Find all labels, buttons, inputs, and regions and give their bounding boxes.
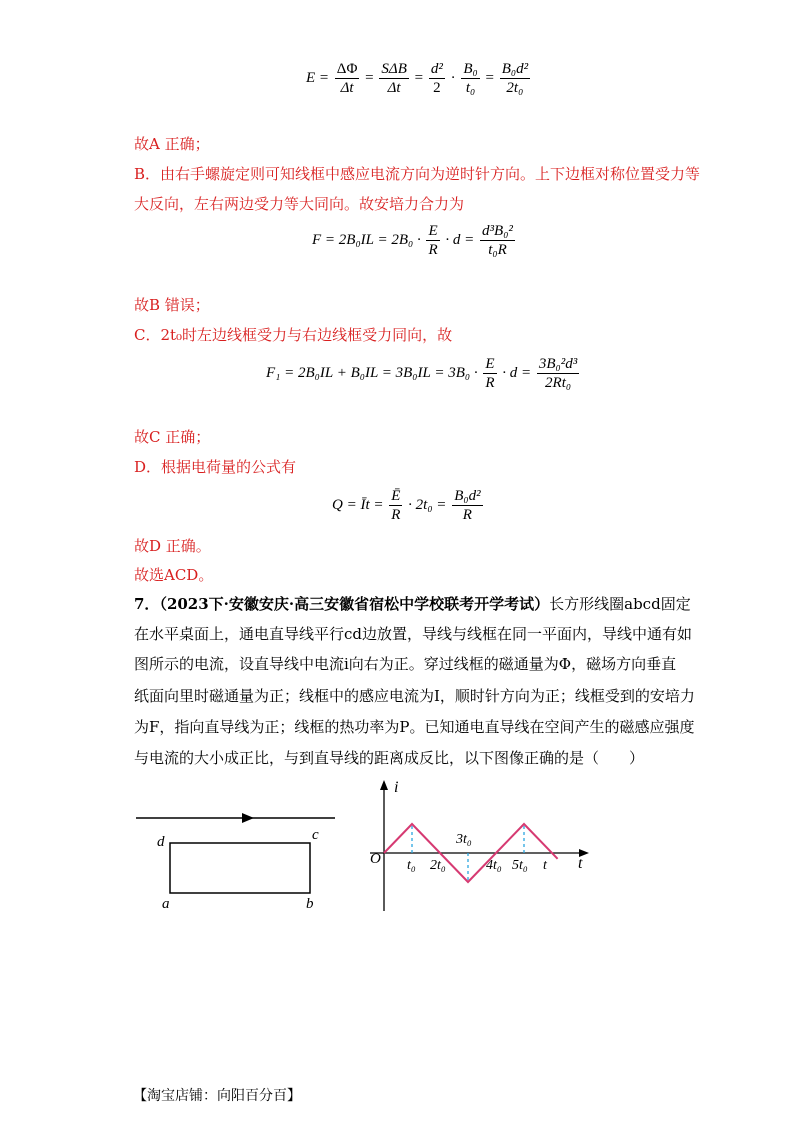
frac-den: t₀ (465, 80, 476, 96)
frac-den: R (391, 507, 401, 523)
origin-label: O (370, 851, 381, 867)
formula-lhs: E = (306, 69, 330, 86)
frac-num: ΔΦ (336, 61, 358, 77)
frac-num: d³B₀² (482, 223, 513, 239)
frac-den: R (462, 507, 472, 523)
label-a: a (162, 896, 170, 912)
text-c-line1: C．2t₀时左边线框受力与右边线框受力同向，故 (134, 326, 453, 344)
frac-num: E (485, 356, 495, 372)
tick-label: 3t₀ (456, 832, 472, 847)
frac-den: 2Rt₀ (545, 375, 572, 391)
text-a-correct: 故A 正确； (134, 135, 210, 153)
label-d: d (157, 834, 165, 850)
label-c: c (312, 827, 319, 843)
text-b-line1: B．由右手螺旋定则可知线框中感应电流方向为逆时针方向。上下边框对称位置受力等 (134, 165, 701, 183)
footer-shop: 【淘宝店铺：向阳百分百】 (133, 1088, 301, 1104)
text-d-line1: D．根据电荷量的公式有 (134, 458, 297, 476)
formula-mid: · d = (445, 231, 475, 248)
question-line1 (134, 594, 691, 614)
frac-num: d² (430, 61, 443, 77)
formula-mid: · d = (502, 364, 532, 381)
axis-x-label: t (578, 855, 583, 872)
loop-rect (170, 843, 310, 893)
tick-label: t (543, 858, 547, 873)
frac-den: 2 (433, 80, 441, 96)
question-line1-rest: 长方形线圈abcd固定 (549, 595, 691, 613)
text-answer: 故选ACD。 (134, 566, 214, 584)
tick-label: 4t₀ (486, 858, 502, 873)
question-line6: 与电流的大小成正比，与到直导线的距离成反比，以下图像正确的是（ ） (134, 749, 645, 767)
label-b: b (306, 896, 314, 912)
frac-den: Δt (340, 80, 354, 96)
y-axis-arrow (380, 780, 388, 790)
question-number: 7． (134, 595, 160, 613)
formula-lhs: Q = Īt = (332, 496, 384, 513)
formula-emf: E = $\frac{\Delta\Phi}{\Delta t}$ = $\frac{\text{SΔB}}{\Delta t}$ = $\frac{\text{d²}}{2}$ · $\frac{\text{B₀}}{\text{t₀}}$ = $\frac{\text{B₀d²}}{\text{2t₀}}$ (306, 61, 529, 96)
formula-lhs: F = 2B₀IL = 2B₀ · (312, 231, 421, 248)
frac-den: R (485, 375, 495, 391)
frac-num: E (428, 223, 438, 239)
axis-y-label: i (394, 779, 399, 796)
frac-num: B₀d² (454, 488, 481, 504)
question-line3: 图所示的电流，设直导线中电流i向右为正。穿过线框的磁通量为Φ，磁场方向垂直 (134, 655, 677, 673)
figure-wire-loop (130, 800, 350, 915)
figure-current-graph (360, 776, 600, 916)
formula-force (312, 222, 517, 259)
tick-label: t₀ (407, 858, 416, 873)
question-line2: 在水平桌面上，通电直导线平行cd边放置，导线与线框在同一平面内，导线中通有如 (134, 625, 693, 643)
formula-charge (332, 487, 485, 524)
formula-force-1 (266, 355, 581, 392)
wire-arrow (242, 813, 254, 823)
tick-label: 5t₀ (512, 858, 528, 873)
question-source: （2023下·安徽安庆·高三安徽省宿松中学校联考开学考试） (159, 595, 550, 613)
frac-den: t₀R (488, 242, 507, 258)
frac-den: R (428, 242, 438, 258)
formula-mid: · 2t₀ = (408, 496, 447, 513)
frac-num: 3B₀²d³ (538, 356, 578, 372)
frac-num: SΔB (381, 61, 407, 77)
text-d-result: 故D 正确。 (134, 537, 211, 555)
frac-num: B₀d² (501, 61, 529, 77)
frac-num: Ē (391, 488, 401, 504)
text-c-result: 故C 正确； (134, 428, 211, 446)
question-line5: 为F，指向直导线为正；线框的热功率为P。已知通电直导线在空间产生的磁感应强度 (134, 718, 695, 736)
text-b-result: 故B 错误； (134, 296, 210, 314)
question-line4: 纸面向里时磁通量为正；线框中的感应电流为I，顺时针方向为正；线框受到的安培力 (134, 687, 695, 705)
frac-num: B₀ (463, 61, 478, 77)
formula-lhs: F₁ = 2B₀IL + B₀IL = 3B₀IL = 3B₀ · (266, 364, 478, 381)
text-b-line2: 大反向，左右两边受力等大同向。故安培力合力为 (134, 195, 465, 213)
tick-label: 2t₀ (430, 858, 446, 873)
frac-den: Δt (387, 80, 401, 96)
frac-den: 2t₀ (506, 80, 524, 96)
